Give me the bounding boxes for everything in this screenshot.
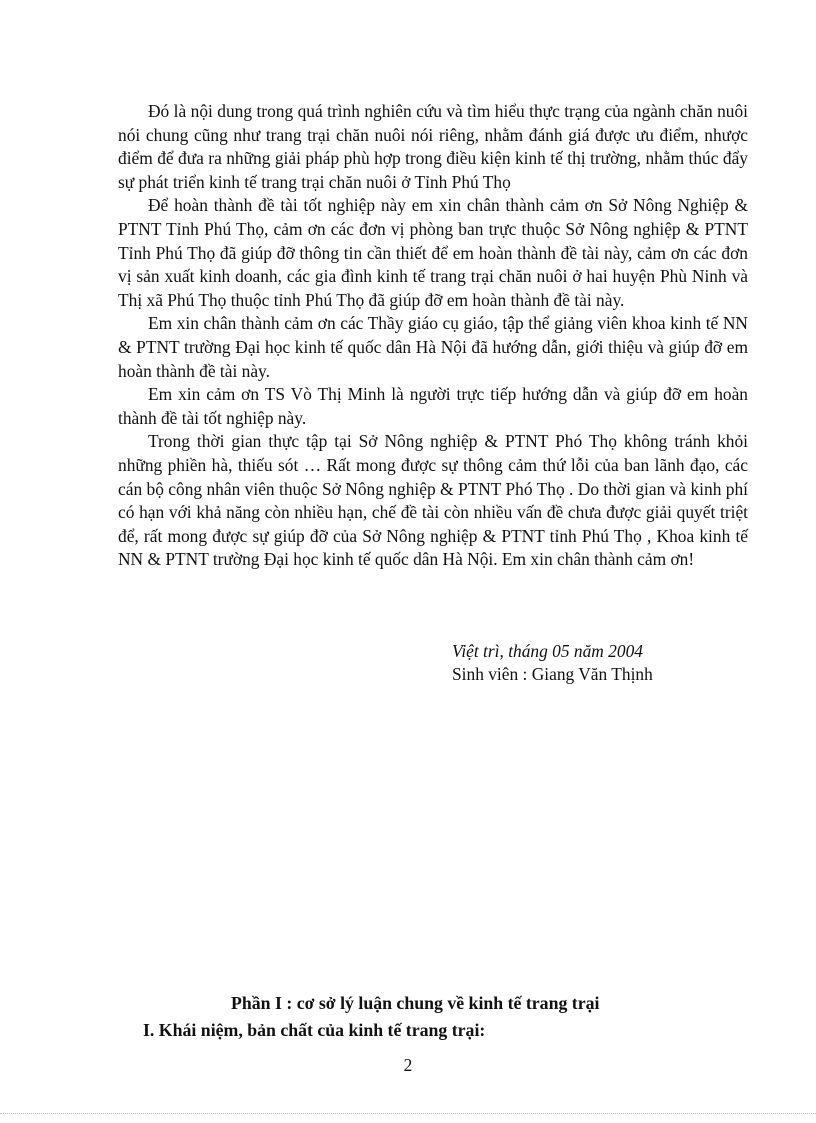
section-heading: Phần I : cơ sở lý luận chung về kinh tế trang trại — [231, 993, 600, 1013]
paragraph-apology: Trong thời gian thực tập tại Sở Nông nghiệp & PTNT Phó Thọ không tránh khỏi những phiền hà, thiếu sót … Rất mong được sự thông cảm thứ lỗi của ban lãnh đạo, các cán bộ công nhân viên thuộc Sở Nông nghiệp & PTNT Phó Thọ . Do thời gian và kinh phí có hạn với khả năng còn nhiều hạn, chế đề tài còn nhiều vấn đề chưa được giải quyết triệt để, rất mong được sự giúp đỡ của Sở Nông nghiệp & PTNT tỉnh Phú Thọ , Khoa kinh tế NN & PTNT trường Đại học kinh tế quốc dân Hà Nội. Em xin chân thành cảm ơn! — [118, 431, 748, 570]
subheading: I. Khái niệm, bản chất của kinh tế trang trại: — [143, 1020, 486, 1040]
signature-date: Việt trì, tháng 05 năm 2004 — [452, 641, 643, 661]
page-bottom-divider — [0, 1113, 816, 1114]
paragraph-thanks-department: Để hoàn thành đề tài tốt nghiệp này em xin chân thành cảm ơn Sở Nông Nghiệp & PTNT Tỉnh Phú Thọ, cảm ơn các đơn vị phòng ban trực thuộc Sở Nông nghiệp & PTNT Tỉnh Phú Thọ đã giúp đỡ thông tin cần thiết để em hoàn thành đề tài này, cảm ơn các đơn vị sản xuất kinh doanh, các gia đình kinh tế trang trại chăn nuôi ở hai huyện Phù Ninh và Thị xã Phú Thọ thuộc tỉnh Phú Thọ đã giúp đỡ em hoàn thành đề tài này. — [118, 195, 748, 310]
body-text — [118, 100, 748, 572]
signature-block — [452, 640, 653, 686]
paragraph-thanks-teachers: Em xin chân thành cảm ơn các Thầy giáo cụ giáo, tập thể giảng viên khoa kinh tế NN & PTNT trường Đại học kinh tế quốc dân Hà Nội đã hướng dẫn, giới thiệu và giúp đỡ em hoàn thành đề tài này. — [118, 313, 748, 381]
paragraph-research-summary: Đó là nội dung trong quá trình nghiên cứu và tìm hiểu thực trạng của ngành chăn nuôi nói chung cũng như trang trại chăn nuôi nói riêng, nhằm đánh giá được ưu điểm, nhược điểm để đưa ra những giải pháp phù hợp trong điều kiện kinh tế thị trường, nhằm thúc đẩy sự phát triển kinh tế trang trại chăn nuôi ở Tỉnh Phú Thọ — [118, 101, 748, 192]
page-number: 2 — [403, 1055, 413, 1075]
signature-student: Sinh viên : Giang Văn Thịnh — [452, 664, 653, 684]
paragraph-thanks-supervisor: Em xin cảm ơn TS Vò Thị Minh là người trực tiếp hướng dẫn và giúp đỡ em hoàn thành đề tài tốt nghiệp này. — [118, 384, 748, 428]
